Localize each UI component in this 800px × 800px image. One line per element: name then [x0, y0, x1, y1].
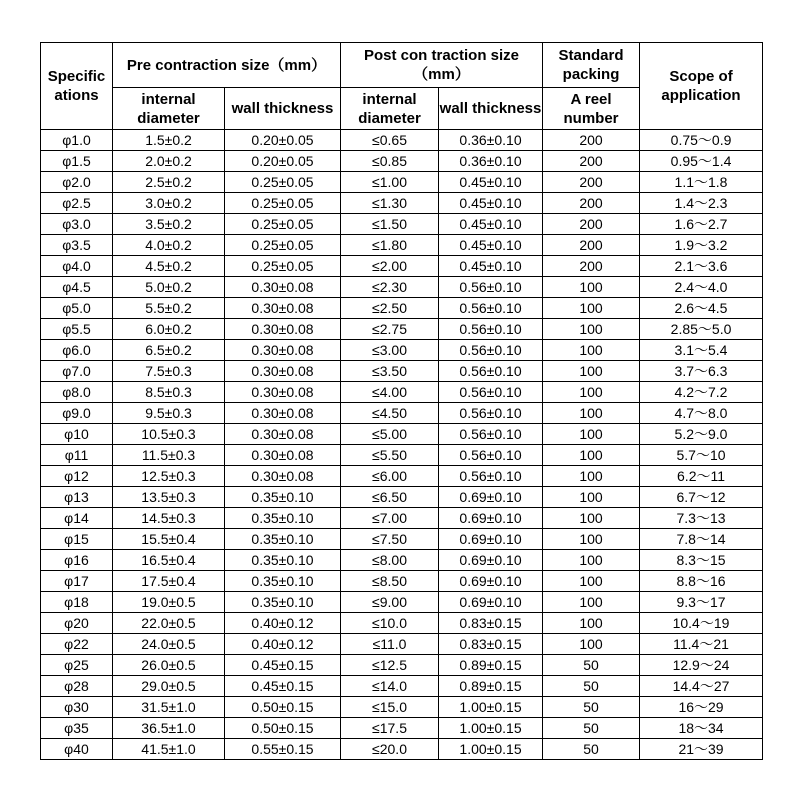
cell-post-wall-thickness: 0.69±0.10	[439, 550, 543, 571]
cell-reel-number: 100	[543, 424, 640, 445]
cell-post-wall-thickness: 0.69±0.10	[439, 487, 543, 508]
cell-post-internal-diameter: ≤3.00	[341, 340, 439, 361]
header-pre-internal-diameter: internal diameter	[113, 88, 225, 130]
cell-pre-internal-diameter: 5.5±0.2	[113, 298, 225, 319]
cell-post-wall-thickness: 0.56±0.10	[439, 298, 543, 319]
cell-scope: 1.9～3.2	[640, 235, 763, 256]
cell-reel-number: 200	[543, 193, 640, 214]
cell-reel-number: 100	[543, 634, 640, 655]
cell-pre-wall-thickness: 0.30±0.08	[225, 466, 341, 487]
cell-specification: φ7.0	[41, 361, 113, 382]
cell-pre-wall-thickness: 0.30±0.08	[225, 424, 341, 445]
table-row	[41, 382, 763, 403]
cell-scope: 6.2～11	[640, 466, 763, 487]
header-row-1	[41, 43, 763, 88]
cell-post-internal-diameter: ≤17.5	[341, 718, 439, 739]
cell-pre-wall-thickness: 0.45±0.15	[225, 676, 341, 697]
cell-scope: 0.75～0.9	[640, 130, 763, 151]
cell-post-wall-thickness: 0.56±0.10	[439, 466, 543, 487]
cell-post-wall-thickness: 0.69±0.10	[439, 529, 543, 550]
table-row	[41, 256, 763, 277]
cell-reel-number: 100	[543, 445, 640, 466]
cell-reel-number: 50	[543, 697, 640, 718]
cell-specification: φ5.5	[41, 319, 113, 340]
cell-post-internal-diameter: ≤4.00	[341, 382, 439, 403]
cell-scope: 4.2～7.2	[640, 382, 763, 403]
header-post-internal-diameter: internal diameter	[341, 88, 439, 130]
cell-post-internal-diameter: ≤12.5	[341, 655, 439, 676]
table-row	[41, 529, 763, 550]
cell-reel-number: 50	[543, 676, 640, 697]
cell-specification: φ20	[41, 613, 113, 634]
cell-specification: φ12	[41, 466, 113, 487]
cell-reel-number: 100	[543, 403, 640, 424]
cell-pre-wall-thickness: 0.30±0.08	[225, 340, 341, 361]
cell-specification: φ16	[41, 550, 113, 571]
cell-post-internal-diameter: ≤20.0	[341, 739, 439, 760]
cell-pre-wall-thickness: 0.35±0.10	[225, 592, 341, 613]
cell-post-wall-thickness: 1.00±0.15	[439, 718, 543, 739]
cell-pre-wall-thickness: 0.25±0.05	[225, 172, 341, 193]
cell-reel-number: 200	[543, 172, 640, 193]
cell-post-wall-thickness: 0.56±0.10	[439, 382, 543, 403]
cell-post-wall-thickness: 0.45±0.10	[439, 235, 543, 256]
cell-pre-internal-diameter: 17.5±0.4	[113, 571, 225, 592]
cell-post-internal-diameter: ≤6.00	[341, 466, 439, 487]
cell-specification: φ1.0	[41, 130, 113, 151]
table-row	[41, 172, 763, 193]
cell-scope: 14.4～27	[640, 676, 763, 697]
cell-pre-internal-diameter: 14.5±0.3	[113, 508, 225, 529]
spec-table	[40, 42, 763, 760]
cell-pre-internal-diameter: 6.0±0.2	[113, 319, 225, 340]
cell-scope: 5.2～9.0	[640, 424, 763, 445]
cell-pre-internal-diameter: 2.5±0.2	[113, 172, 225, 193]
cell-post-internal-diameter: ≤2.75	[341, 319, 439, 340]
cell-reel-number: 100	[543, 340, 640, 361]
table-row	[41, 487, 763, 508]
cell-pre-wall-thickness: 0.25±0.05	[225, 193, 341, 214]
table-row	[41, 445, 763, 466]
cell-reel-number: 50	[543, 655, 640, 676]
cell-post-wall-thickness: 0.56±0.10	[439, 340, 543, 361]
cell-specification: φ4.0	[41, 256, 113, 277]
cell-pre-wall-thickness: 0.35±0.10	[225, 487, 341, 508]
cell-pre-wall-thickness: 0.30±0.08	[225, 277, 341, 298]
cell-scope: 10.4～19	[640, 613, 763, 634]
cell-specification: φ17	[41, 571, 113, 592]
cell-scope: 5.7～10	[640, 445, 763, 466]
cell-reel-number: 100	[543, 319, 640, 340]
cell-reel-number: 100	[543, 277, 640, 298]
cell-reel-number: 100	[543, 571, 640, 592]
cell-pre-wall-thickness: 0.25±0.05	[225, 214, 341, 235]
cell-post-internal-diameter: ≤8.00	[341, 550, 439, 571]
cell-pre-internal-diameter: 36.5±1.0	[113, 718, 225, 739]
cell-specification: φ28	[41, 676, 113, 697]
cell-post-internal-diameter: ≤7.50	[341, 529, 439, 550]
cell-specification: φ9.0	[41, 403, 113, 424]
cell-pre-internal-diameter: 3.0±0.2	[113, 193, 225, 214]
table-row	[41, 193, 763, 214]
cell-pre-wall-thickness: 0.45±0.15	[225, 655, 341, 676]
cell-pre-internal-diameter: 10.5±0.3	[113, 424, 225, 445]
cell-specification: φ13	[41, 487, 113, 508]
cell-post-wall-thickness: 0.56±0.10	[439, 403, 543, 424]
cell-scope: 2.85～5.0	[640, 319, 763, 340]
cell-reel-number: 100	[543, 592, 640, 613]
table-row	[41, 403, 763, 424]
cell-post-wall-thickness: 0.36±0.10	[439, 151, 543, 172]
cell-post-internal-diameter: ≤14.0	[341, 676, 439, 697]
table-row	[41, 718, 763, 739]
cell-post-internal-diameter: ≤4.50	[341, 403, 439, 424]
table-row	[41, 298, 763, 319]
table-row	[41, 676, 763, 697]
cell-post-internal-diameter: ≤1.00	[341, 172, 439, 193]
cell-pre-wall-thickness: 0.30±0.08	[225, 319, 341, 340]
cell-reel-number: 50	[543, 718, 640, 739]
cell-specification: φ4.5	[41, 277, 113, 298]
cell-pre-wall-thickness: 0.50±0.15	[225, 697, 341, 718]
table-row	[41, 697, 763, 718]
cell-pre-internal-diameter: 3.5±0.2	[113, 214, 225, 235]
cell-scope: 9.3～17	[640, 592, 763, 613]
header-pre-wall-thickness: wall thickness	[225, 88, 341, 130]
cell-specification: φ11	[41, 445, 113, 466]
cell-pre-wall-thickness: 0.20±0.05	[225, 151, 341, 172]
cell-pre-wall-thickness: 0.30±0.08	[225, 298, 341, 319]
cell-specification: φ8.0	[41, 382, 113, 403]
table-row	[41, 739, 763, 760]
table-row	[41, 130, 763, 151]
cell-scope: 21～39	[640, 739, 763, 760]
table-row	[41, 466, 763, 487]
header-reel-number: A reel number	[543, 88, 640, 130]
table-row	[41, 424, 763, 445]
cell-scope: 16～29	[640, 697, 763, 718]
cell-post-internal-diameter: ≤2.30	[341, 277, 439, 298]
cell-post-wall-thickness: 0.83±0.15	[439, 634, 543, 655]
cell-pre-wall-thickness: 0.30±0.08	[225, 403, 341, 424]
cell-post-internal-diameter: ≤1.50	[341, 214, 439, 235]
cell-post-internal-diameter: ≤0.65	[341, 130, 439, 151]
table-row	[41, 235, 763, 256]
cell-scope: 1.4～2.3	[640, 193, 763, 214]
cell-pre-internal-diameter: 5.0±0.2	[113, 277, 225, 298]
cell-reel-number: 100	[543, 529, 640, 550]
cell-pre-wall-thickness: 0.55±0.15	[225, 739, 341, 760]
header-pre-contraction: Pre contraction size（mm）	[113, 43, 341, 88]
cell-scope: 12.9～24	[640, 655, 763, 676]
cell-reel-number: 50	[543, 739, 640, 760]
cell-pre-internal-diameter: 6.5±0.2	[113, 340, 225, 361]
cell-post-wall-thickness: 1.00±0.15	[439, 739, 543, 760]
table-header	[41, 43, 763, 130]
cell-scope: 3.7～6.3	[640, 361, 763, 382]
cell-specification: φ18	[41, 592, 113, 613]
table-row	[41, 151, 763, 172]
table-row	[41, 340, 763, 361]
cell-pre-internal-diameter: 24.0±0.5	[113, 634, 225, 655]
cell-scope: 0.95～1.4	[640, 151, 763, 172]
cell-specification: φ3.0	[41, 214, 113, 235]
cell-reel-number: 200	[543, 235, 640, 256]
cell-pre-internal-diameter: 16.5±0.4	[113, 550, 225, 571]
cell-pre-internal-diameter: 2.0±0.2	[113, 151, 225, 172]
table-row	[41, 277, 763, 298]
cell-reel-number: 100	[543, 487, 640, 508]
cell-specification: φ35	[41, 718, 113, 739]
cell-specification: φ3.5	[41, 235, 113, 256]
cell-specification: φ2.0	[41, 172, 113, 193]
cell-pre-wall-thickness: 0.40±0.12	[225, 634, 341, 655]
table-row	[41, 613, 763, 634]
cell-pre-wall-thickness: 0.20±0.05	[225, 130, 341, 151]
cell-post-internal-diameter: ≤1.80	[341, 235, 439, 256]
cell-reel-number: 200	[543, 151, 640, 172]
cell-post-wall-thickness: 0.89±0.15	[439, 655, 543, 676]
table-row	[41, 319, 763, 340]
cell-scope: 1.6～2.7	[640, 214, 763, 235]
cell-pre-internal-diameter: 15.5±0.4	[113, 529, 225, 550]
cell-scope: 8.3～15	[640, 550, 763, 571]
cell-pre-internal-diameter: 9.5±0.3	[113, 403, 225, 424]
cell-reel-number: 100	[543, 298, 640, 319]
cell-scope: 2.1～3.6	[640, 256, 763, 277]
cell-post-internal-diameter: ≤5.50	[341, 445, 439, 466]
cell-scope: 2.6～4.5	[640, 298, 763, 319]
cell-post-wall-thickness: 0.56±0.10	[439, 445, 543, 466]
cell-post-internal-diameter: ≤7.00	[341, 508, 439, 529]
cell-post-wall-thickness: 0.56±0.10	[439, 361, 543, 382]
cell-specification: φ22	[41, 634, 113, 655]
cell-specification: φ30	[41, 697, 113, 718]
cell-pre-wall-thickness: 0.30±0.08	[225, 445, 341, 466]
header-standard-packing: Standard packing	[543, 43, 640, 88]
cell-post-internal-diameter: ≤1.30	[341, 193, 439, 214]
cell-post-wall-thickness: 0.36±0.10	[439, 130, 543, 151]
cell-reel-number: 200	[543, 130, 640, 151]
cell-scope: 8.8～16	[640, 571, 763, 592]
cell-pre-wall-thickness: 0.35±0.10	[225, 571, 341, 592]
cell-post-wall-thickness: 0.45±0.10	[439, 256, 543, 277]
table-row	[41, 550, 763, 571]
cell-post-wall-thickness: 0.69±0.10	[439, 571, 543, 592]
cell-pre-wall-thickness: 0.25±0.05	[225, 235, 341, 256]
header-post-contraction: Post con traction size（mm）	[341, 43, 543, 88]
cell-specification: φ25	[41, 655, 113, 676]
cell-post-wall-thickness: 0.69±0.10	[439, 508, 543, 529]
cell-pre-wall-thickness: 0.25±0.05	[225, 256, 341, 277]
cell-pre-internal-diameter: 19.0±0.5	[113, 592, 225, 613]
header-post-wall-thickness: wall thickness	[439, 88, 543, 130]
cell-reel-number: 100	[543, 466, 640, 487]
cell-scope: 3.1～5.4	[640, 340, 763, 361]
table-row	[41, 361, 763, 382]
cell-pre-internal-diameter: 12.5±0.3	[113, 466, 225, 487]
cell-specification: φ40	[41, 739, 113, 760]
cell-post-internal-diameter: ≤5.00	[341, 424, 439, 445]
cell-specification: φ5.0	[41, 298, 113, 319]
cell-post-internal-diameter: ≤11.0	[341, 634, 439, 655]
cell-reel-number: 100	[543, 382, 640, 403]
cell-post-wall-thickness: 0.45±0.10	[439, 214, 543, 235]
cell-pre-internal-diameter: 31.5±1.0	[113, 697, 225, 718]
cell-pre-internal-diameter: 1.5±0.2	[113, 130, 225, 151]
cell-specification: φ15	[41, 529, 113, 550]
cell-post-wall-thickness: 0.56±0.10	[439, 319, 543, 340]
cell-scope: 7.8～14	[640, 529, 763, 550]
cell-pre-wall-thickness: 0.35±0.10	[225, 550, 341, 571]
cell-pre-internal-diameter: 41.5±1.0	[113, 739, 225, 760]
cell-post-internal-diameter: ≤3.50	[341, 361, 439, 382]
cell-specification: φ2.5	[41, 193, 113, 214]
cell-pre-internal-diameter: 4.0±0.2	[113, 235, 225, 256]
cell-post-wall-thickness: 0.56±0.10	[439, 424, 543, 445]
cell-reel-number: 200	[543, 256, 640, 277]
cell-pre-wall-thickness: 0.35±0.10	[225, 529, 341, 550]
cell-pre-internal-diameter: 26.0±0.5	[113, 655, 225, 676]
cell-pre-wall-thickness: 0.40±0.12	[225, 613, 341, 634]
table-row	[41, 214, 763, 235]
cell-post-internal-diameter: ≤8.50	[341, 571, 439, 592]
table-row	[41, 508, 763, 529]
cell-scope: 6.7～12	[640, 487, 763, 508]
table-row	[41, 634, 763, 655]
cell-post-internal-diameter: ≤6.50	[341, 487, 439, 508]
cell-reel-number: 100	[543, 508, 640, 529]
cell-post-wall-thickness: 0.45±0.10	[439, 172, 543, 193]
cell-specification: φ14	[41, 508, 113, 529]
cell-scope: 1.1～1.8	[640, 172, 763, 193]
cell-post-wall-thickness: 0.45±0.10	[439, 193, 543, 214]
cell-pre-internal-diameter: 4.5±0.2	[113, 256, 225, 277]
header-specifications: Specific ations	[41, 43, 113, 130]
table-row	[41, 592, 763, 613]
table-row	[41, 655, 763, 676]
cell-reel-number: 200	[543, 214, 640, 235]
cell-reel-number: 100	[543, 361, 640, 382]
cell-pre-internal-diameter: 11.5±0.3	[113, 445, 225, 466]
cell-post-internal-diameter: ≤9.00	[341, 592, 439, 613]
table-row	[41, 571, 763, 592]
cell-pre-internal-diameter: 7.5±0.3	[113, 361, 225, 382]
cell-pre-internal-diameter: 8.5±0.3	[113, 382, 225, 403]
cell-scope: 18～34	[640, 718, 763, 739]
cell-reel-number: 100	[543, 550, 640, 571]
cell-post-internal-diameter: ≤2.00	[341, 256, 439, 277]
cell-scope: 2.4～4.0	[640, 277, 763, 298]
cell-pre-internal-diameter: 29.0±0.5	[113, 676, 225, 697]
cell-post-wall-thickness: 0.69±0.10	[439, 592, 543, 613]
cell-post-wall-thickness: 0.56±0.10	[439, 277, 543, 298]
table-body	[41, 130, 763, 760]
cell-specification: φ10	[41, 424, 113, 445]
cell-scope: 7.3～13	[640, 508, 763, 529]
cell-pre-internal-diameter: 22.0±0.5	[113, 613, 225, 634]
cell-specification: φ6.0	[41, 340, 113, 361]
cell-pre-wall-thickness: 0.30±0.08	[225, 382, 341, 403]
cell-post-internal-diameter: ≤2.50	[341, 298, 439, 319]
cell-pre-internal-diameter: 13.5±0.3	[113, 487, 225, 508]
cell-scope: 4.7～8.0	[640, 403, 763, 424]
cell-pre-wall-thickness: 0.30±0.08	[225, 361, 341, 382]
cell-post-internal-diameter: ≤15.0	[341, 697, 439, 718]
cell-pre-wall-thickness: 0.50±0.15	[225, 718, 341, 739]
cell-scope: 11.4～21	[640, 634, 763, 655]
cell-post-wall-thickness: 0.89±0.15	[439, 676, 543, 697]
cell-post-wall-thickness: 0.83±0.15	[439, 613, 543, 634]
cell-specification: φ1.5	[41, 151, 113, 172]
cell-post-wall-thickness: 1.00±0.15	[439, 697, 543, 718]
cell-pre-wall-thickness: 0.35±0.10	[225, 508, 341, 529]
cell-reel-number: 100	[543, 613, 640, 634]
header-scope: Scope of application	[640, 43, 763, 130]
cell-post-internal-diameter: ≤10.0	[341, 613, 439, 634]
cell-post-internal-diameter: ≤0.85	[341, 151, 439, 172]
